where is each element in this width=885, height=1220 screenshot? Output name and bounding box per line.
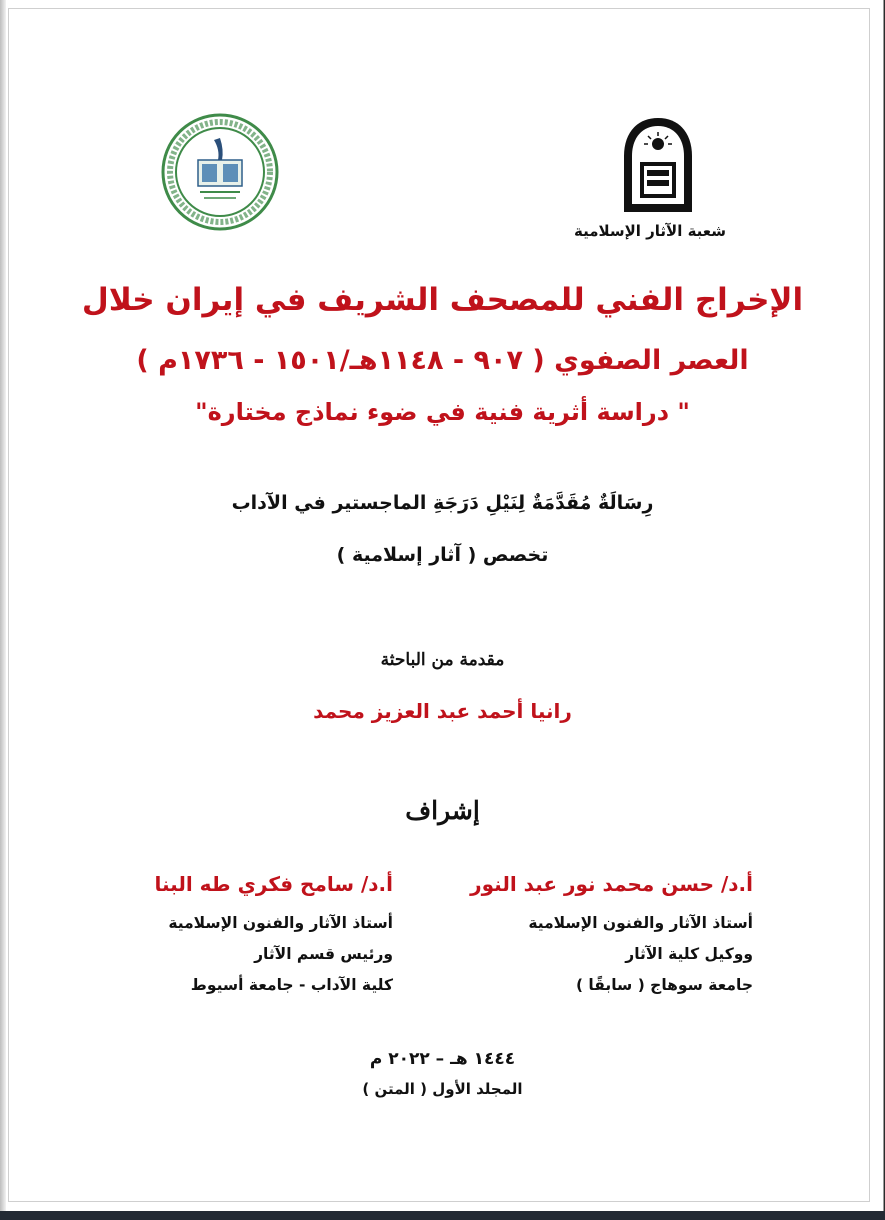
supervisor-2-name: أ.د/ سامح فكري طه البنا: [154, 872, 393, 896]
thesis-subtitle: " دراسة أثرية فنية في ضوء نماذج مختارة": [195, 398, 690, 426]
supervisor-2-affiliation: كلية الآداب - جامعة أسيوط: [190, 976, 393, 994]
university-emblem-logo: [616, 116, 700, 214]
faculty-seal-logo: [160, 112, 280, 232]
date-line: ١٤٤٤ هـ – ٢٠٢٢ م: [369, 1049, 516, 1069]
thesis-title-line-1: الإخراج الفني للمصحف الشريف في إيران خلال: [81, 282, 804, 318]
supervisor-2-role: ورئيس قسم الآثار: [254, 945, 393, 963]
specialization: تخصص ( آثار إسلامية ): [336, 544, 549, 566]
supervisor-1-name: أ.د/ حسن محمد نور عبد النور: [470, 872, 753, 896]
supervision-heading: إشراف: [405, 796, 480, 825]
volume-label: المجلد الأول ( المتن ): [362, 1080, 523, 1098]
supervisor-2-title: أستاذ الآثار والفنون الإسلامية: [168, 914, 393, 932]
page-frame: [8, 8, 870, 1202]
researcher-name: رانيا أحمد عبد العزيز محمد: [313, 699, 572, 723]
supervisor-2: [154, 872, 393, 1001]
supervisor-1-affiliation: جامعة سوهاج ( سابقًا ): [575, 976, 753, 994]
department-label: شعبة الآثار الإسلامية: [573, 222, 727, 240]
supervisor-1: [470, 872, 753, 1001]
supervisor-1-title: أستاذ الآثار والفنون الإسلامية: [528, 914, 753, 932]
degree-statement: رِسَالَةٌ مُقَدَّمَةٌ لِنَيْلِ دَرَجَةِ الماجستير في الآداب: [231, 492, 654, 514]
presented-by-label: مقدمة من الباحثة: [380, 650, 505, 670]
viewer-bottom-bar: [0, 1211, 885, 1220]
page-left-shadow: [0, 0, 6, 1211]
thesis-title-line-2: العصر الصفوي ( ٩٠٧ - ١١٤٨هـ/١٥٠١ - ١٧٣٦م ): [136, 345, 749, 376]
supervisor-1-role: ووكيل كلية الآثار: [625, 945, 753, 963]
